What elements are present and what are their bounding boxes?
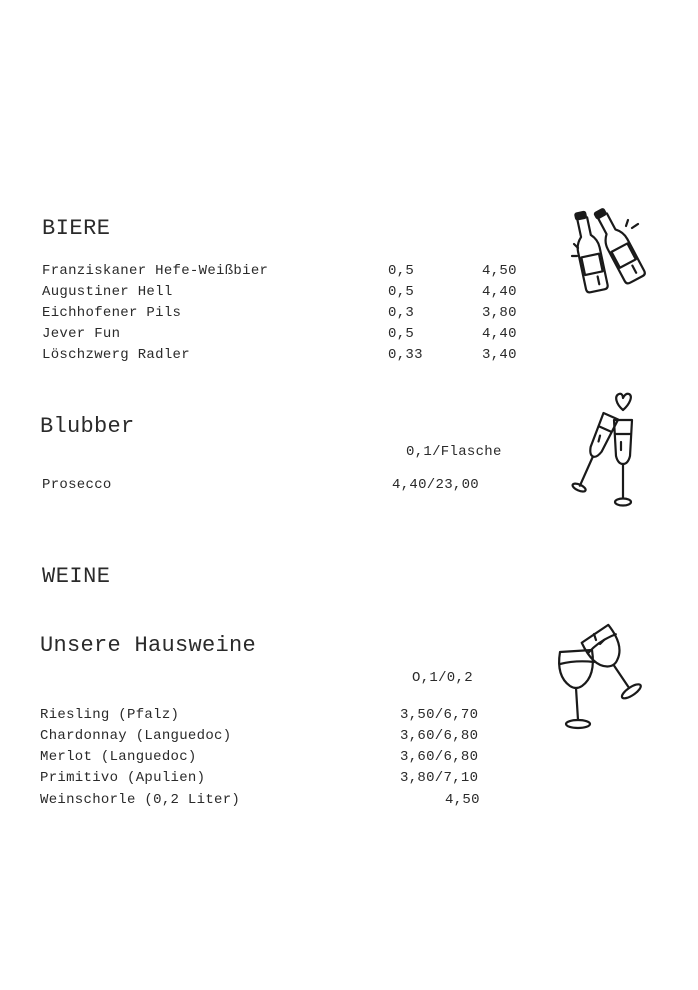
- wine-name: Chardonnay (Languedoc): [40, 728, 232, 744]
- wine-price: 3,50/6,70: [400, 707, 479, 723]
- beer-bottles-toast-icon: [568, 204, 654, 300]
- beer-size: 0,5: [388, 284, 415, 300]
- beer-price: 3,40: [482, 347, 517, 363]
- beer-size: 0,33: [388, 347, 423, 363]
- wine-glasses-toast-icon: [552, 622, 658, 738]
- wine-price: 4,50: [445, 792, 480, 808]
- beer-price: 4,40: [482, 326, 517, 342]
- beer-name: Löschzwerg Radler: [42, 347, 190, 363]
- champagne-glasses-heart-icon: [558, 390, 644, 514]
- section-title-beers: BIERE: [42, 216, 111, 241]
- section-subtitle-house-wines: Unsere Hausweine: [40, 633, 257, 658]
- beer-price: 4,40: [482, 284, 517, 300]
- wine-price: 3,60/6,80: [400, 749, 479, 765]
- wine-name: Weinschorle (0,2 Liter): [40, 792, 241, 808]
- wine-name: Riesling (Pfalz): [40, 707, 180, 723]
- beer-size: 0,3: [388, 305, 415, 321]
- section-title-wines: WEINE: [42, 564, 111, 589]
- beer-price: 4,50: [482, 263, 517, 279]
- beer-name: Augustiner Hell: [42, 284, 173, 300]
- wine-name: Primitivo (Apulien): [40, 770, 206, 786]
- section-title-sparkling: Blubber: [40, 414, 135, 439]
- beer-size: 0,5: [388, 263, 415, 279]
- unit-header: 0,1/Flasche: [406, 444, 502, 460]
- beer-price: 3,80: [482, 305, 517, 321]
- unit-header: O,1/0,2: [412, 670, 473, 686]
- beer-name: Eichhofener Pils: [42, 305, 182, 321]
- wine-name: Merlot (Languedoc): [40, 749, 197, 765]
- beer-name: Franziskaner Hefe-Weißbier: [42, 263, 269, 279]
- wine-price: 3,60/6,80: [400, 728, 479, 744]
- sparkling-price: 4,40/23,00: [392, 477, 480, 493]
- beer-size: 0,5: [388, 326, 415, 342]
- wine-price: 3,80/7,10: [400, 770, 479, 786]
- beer-name: Jever Fun: [42, 326, 121, 342]
- sparkling-name: Prosecco: [42, 477, 112, 493]
